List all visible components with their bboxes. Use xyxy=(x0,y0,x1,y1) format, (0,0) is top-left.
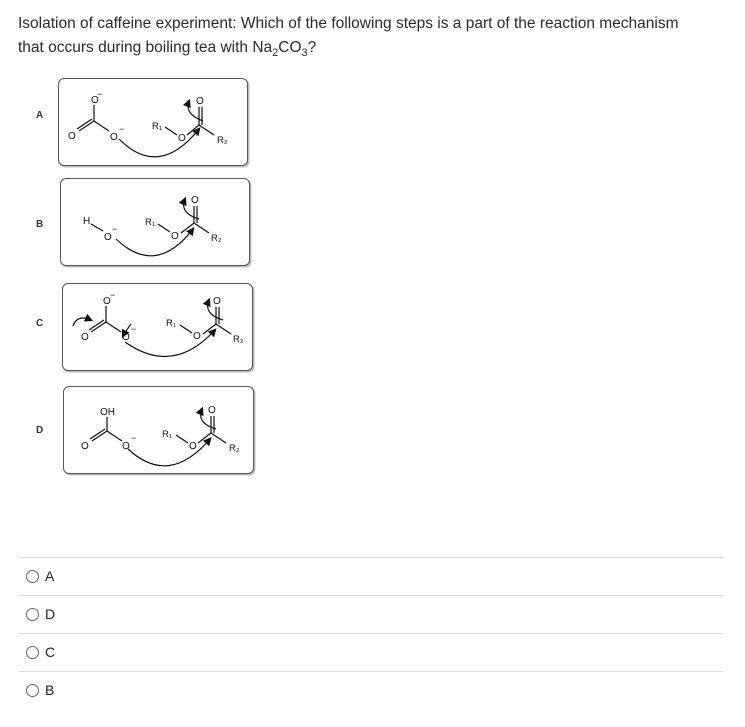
mechanism-drawing-b xyxy=(61,179,249,265)
formula-co: CO xyxy=(278,39,302,56)
diagram-label-c: C xyxy=(36,318,44,329)
svg-text:O: O xyxy=(110,132,118,143)
r1-atom: R₁ xyxy=(152,121,163,132)
mechanism-drawing-c xyxy=(63,284,252,370)
question-line-1: Isolation of caffeine experiment: Which of the following steps is a part of the reaction mechanism xyxy=(18,15,679,32)
question-line-2: that occurs during boiling tea with Na xyxy=(18,39,273,56)
svg-text:O: O xyxy=(81,332,89,343)
svg-text:−: − xyxy=(97,89,103,99)
diagram-label-b: B xyxy=(36,219,44,230)
oh-group: OH xyxy=(100,407,115,418)
svg-text:O: O xyxy=(91,95,99,106)
svg-text:O: O xyxy=(191,195,199,206)
svg-text:O: O xyxy=(189,441,197,452)
mechanism-diagram-d xyxy=(63,386,254,474)
option-b[interactable] xyxy=(18,671,723,709)
radio-button-icon[interactable] xyxy=(26,608,39,621)
svg-text:−: − xyxy=(119,124,125,134)
answer-options xyxy=(18,557,723,709)
mechanism-diagram-b xyxy=(60,178,250,266)
mechanism-drawing-d xyxy=(64,387,253,473)
option-c[interactable] xyxy=(18,633,723,671)
r1-atom: R₁ xyxy=(162,429,173,440)
svg-text:−: − xyxy=(110,290,116,300)
svg-text:O: O xyxy=(122,441,130,452)
r2-atom: R₂ xyxy=(217,135,228,146)
svg-text:O: O xyxy=(178,133,186,144)
radio-button-icon[interactable] xyxy=(26,646,39,659)
diagram-label-a: A xyxy=(36,110,44,121)
radio-button-icon[interactable] xyxy=(26,570,39,583)
svg-text:O: O xyxy=(208,405,216,416)
option-label[interactable]: D xyxy=(45,606,56,622)
mechanism-diagram-c xyxy=(62,283,253,371)
option-a[interactable] xyxy=(18,557,723,595)
r2-atom: R₂ xyxy=(233,334,244,345)
r2-atom: R₂ xyxy=(229,443,240,454)
option-label[interactable]: A xyxy=(45,568,55,584)
svg-text:O: O xyxy=(68,131,76,142)
svg-text:−: − xyxy=(131,433,137,443)
svg-text:O: O xyxy=(103,296,111,307)
radio-button-icon[interactable] xyxy=(26,684,39,697)
svg-text:−: − xyxy=(112,224,118,234)
svg-text:O: O xyxy=(196,96,204,107)
subscript-2: 2 xyxy=(272,47,279,60)
svg-text:−: − xyxy=(131,324,137,334)
r1-atom: R₁ xyxy=(166,318,177,329)
svg-text:O: O xyxy=(193,331,201,342)
question-mark: ? xyxy=(307,39,317,56)
option-label[interactable]: B xyxy=(45,682,55,698)
option-label[interactable]: C xyxy=(45,644,56,660)
r2-atom: R₂ xyxy=(211,233,222,244)
h-atom: H xyxy=(83,216,91,227)
option-d[interactable] xyxy=(18,595,723,633)
svg-text:O: O xyxy=(213,296,221,307)
mechanism-diagram-a xyxy=(58,78,248,166)
diagram-label-d: D xyxy=(36,425,44,436)
svg-text:O: O xyxy=(81,441,89,452)
question-text xyxy=(18,12,728,65)
svg-text:O: O xyxy=(171,231,179,242)
r1-atom: R₁ xyxy=(145,217,156,228)
svg-text:O: O xyxy=(104,232,112,243)
mechanism-drawing-a xyxy=(59,79,247,165)
subscript-3: 3 xyxy=(301,47,308,60)
svg-text:O: O xyxy=(122,332,130,343)
